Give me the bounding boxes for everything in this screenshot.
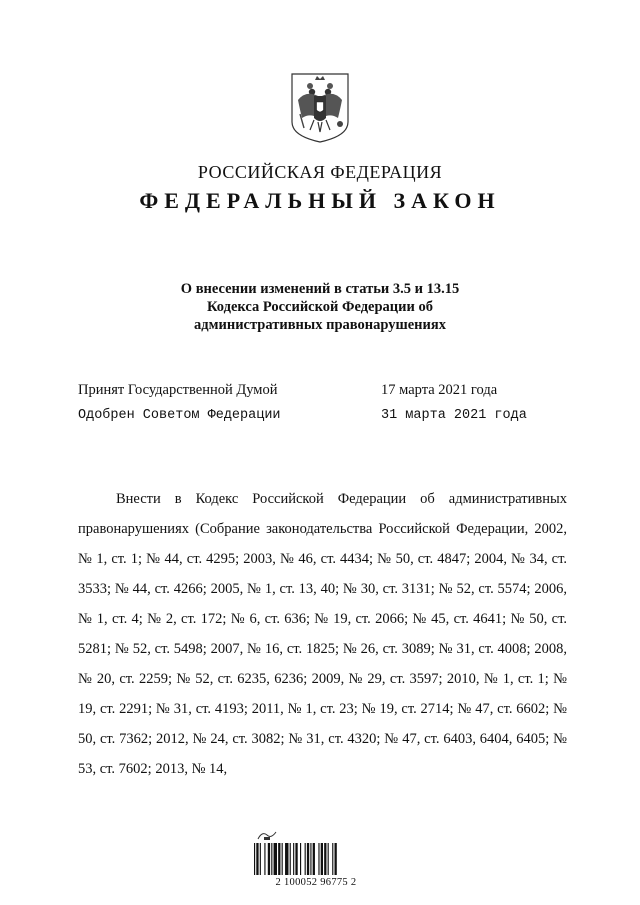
law-title	[0, 280, 640, 334]
council-approval-row	[78, 408, 578, 423]
document-barcode-block	[246, 829, 386, 893]
duma-adoption-label: Принят Государственной Думой	[78, 382, 278, 398]
barcode-icon	[254, 843, 374, 875]
duma-adoption-row	[78, 382, 578, 399]
council-approval-date: 31 марта 2021 года	[381, 408, 527, 423]
printer-mark-icon	[256, 829, 278, 841]
law-body	[78, 484, 567, 784]
coat-of-arms-icon	[288, 70, 352, 144]
document-type-heading: ФЕДЕРАЛЬНЫЙ ЗАКОН	[139, 188, 501, 213]
law-title-line-2: Кодекса Российской Федерации об	[206, 299, 433, 315]
barcode-number: 2 100052 96775 2	[275, 877, 357, 888]
law-title-line-1: О внесении изменений в статьи 3.5 и 13.15	[180, 281, 460, 297]
duma-adoption-date: 17 марта 2021 года	[381, 382, 498, 398]
country-heading: РОССИЙСКАЯ ФЕДЕРАЦИЯ	[197, 162, 443, 182]
council-approval-label: Одобрен Советом Федерации	[78, 408, 281, 423]
law-body-paragraph: Внести в Кодекс Российской Федерации об административных правонарушениях (Собрание законодательства Российской Федерации, 2002, № 1, ст. 1; № 44, ст. 4295; 2003, № 46, ст. 4434; № 50, ст. 4847; 2004, № 34, ст. 3533; № 44, ст. 4266; 2005, № 1, ст. 13, 40; № 30, ст. 3131; № 52, ст. 5574; 2006, № 1, ст. 4; № 2, ст. 172; № 6, ст. 636; № 19, ст. 2066; № 45, ст. 4641; № 50, ст. 5281; № 52, ст. 5498; 2007, № 16, ст. 1825; № 26, ст. 3089; № 31, ст. 4008; 2008, № 20, ст. 2259; № 52, ст. 6235, 6236; 2009, № 29, ст. 3597; 2010, № 1, ст. 1; № 19, ст. 2291; № 31, ст. 4193; 2011, № 1, ст. 23; № 19, ст. 2714; № 47, ст. 6602; № 50, ст. 7362; 2012, № 24, ст. 3082; № 31, ст. 4320; № 47, ст. 6403, 6404, 6405; № 53, ст. 7602; 2013, № 14,	[78, 491, 567, 777]
law-title-line-3: административных правонарушениях	[194, 317, 446, 333]
